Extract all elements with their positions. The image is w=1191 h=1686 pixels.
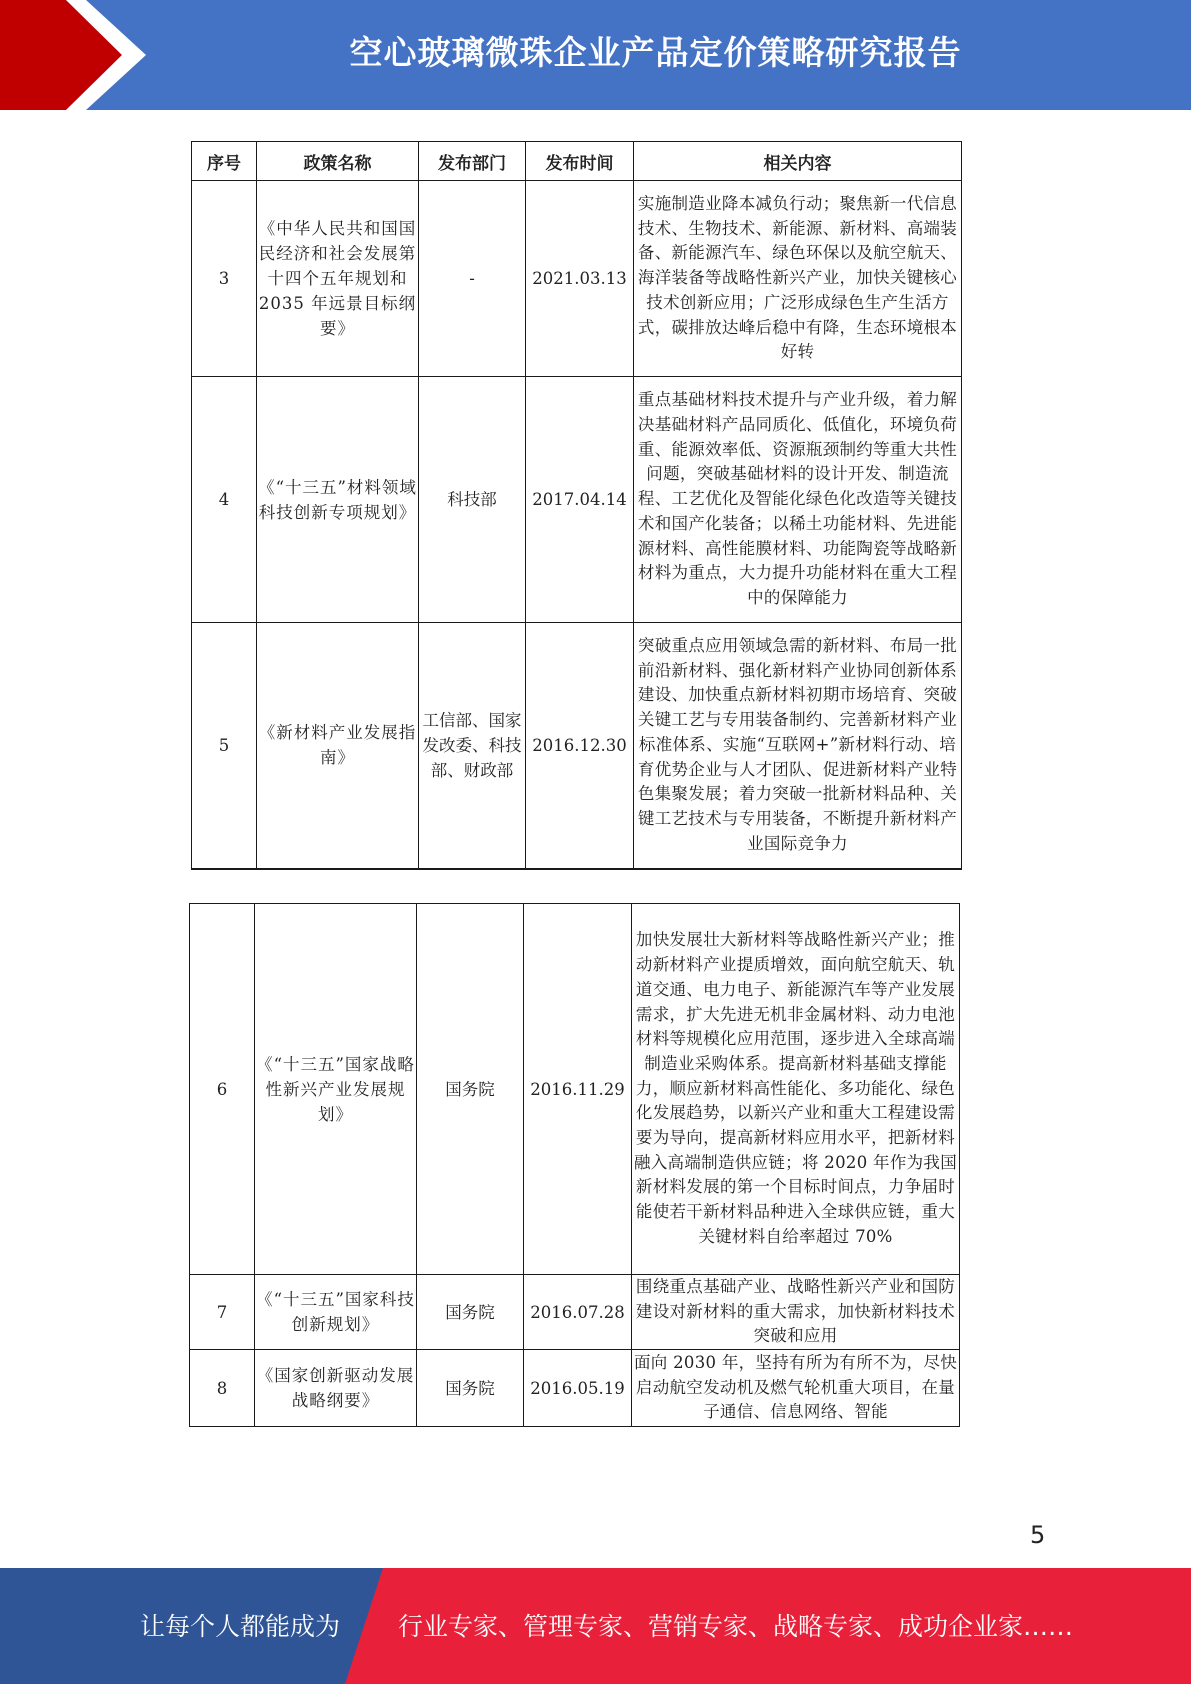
related-content: 重点基础材料技术提升与产业升级，着力解决基础材料产品同质化、低值化，环境负荷重、能源效率低、资源瓶颈制约等重大共性问题，突破基础材料的设计开发、制造流程、工艺优化及智能化绿色化改造等关键技术和国产化装备；以稀土功能材料、先进能源材料、高性能膜材料、功能陶瓷等战略新材料为重点，大力提升功能材料在重大工程中的保障能力: [634, 377, 962, 623]
policy-name: 《“十三五”国家战略性新兴产业发展规划》: [255, 904, 417, 1275]
department: 国务院: [417, 904, 524, 1275]
department: -: [419, 181, 526, 377]
policy-table-part-1: [191, 141, 962, 870]
table-row: [190, 1350, 960, 1427]
footer-banner: [0, 1568, 1191, 1684]
table-row: [192, 377, 962, 623]
policy-name: 《中华人民共和国国民经济和社会发展第十四个五年规划和 2035 年远景目标纲要》: [257, 181, 419, 377]
header-content: 相关内容: [634, 142, 962, 181]
table-row: [190, 904, 960, 1275]
row-no: 6: [190, 904, 255, 1275]
release-date: 2016.12.30: [526, 623, 634, 869]
header-policy-name: 政策名称: [257, 142, 419, 181]
page-number: 5: [1030, 1521, 1046, 1549]
table-row: [192, 623, 962, 869]
policy-name: 《“十三五”国家科技创新规划》: [255, 1275, 417, 1350]
table-row: [190, 1275, 960, 1350]
related-content: 突破重点应用领域急需的新材料、布局一批前沿新材料、强化新材料产业协同创新体系建设、加快重点新材料初期市场培育、突破关键工艺与专用装备制约、完善新材料产业标准体系、实施“互联网+”新材料行动、培育优势企业与人才团队、促进新材料产业特色集聚发展；着力突破一批新材料品种、关键工艺技术与专用装备，不断提升新材料产业国际竞争力: [634, 623, 962, 869]
related-content: 加快发展壮大新材料等战略性新兴产业；推动新材料产业提质增效，面向航空航天、轨道交通、电力电子、新能源汽车等产业发展需求，扩大先进无机非金属材料、动力电池材料等规模化应用范围，逐步进入全球高端制造业采购体系。提高新材料基础支撑能力，顺应新材料高性能化、多功能化、绿色化发展趋势，以新兴产业和重大工程建设需要为导向，提高新材料应用水平，把新材料融入高端制造供应链；将 2020 年作为我国新材料发展的第一个目标时间点，力争届时能使若干新材料品种进入全球供应链，重大关键材料自给率超过 70%: [632, 904, 960, 1275]
department: 工信部、国家发改委、科技部、财政部: [419, 623, 526, 869]
policy-name: 《“十三五”材料领域科技创新专项规划》: [257, 377, 419, 623]
row-no: 5: [192, 623, 257, 869]
header-no: 序号: [192, 142, 257, 181]
policy-table-part-2: [189, 903, 960, 1427]
department: 科技部: [419, 377, 526, 623]
release-date: 2016.11.29: [524, 904, 632, 1275]
row-no: 4: [192, 377, 257, 623]
table-header-row: [192, 142, 962, 181]
department: 国务院: [417, 1350, 524, 1427]
footer-slogan-left: 让每个人都能成为: [140, 1612, 341, 1641]
table-row: [192, 181, 962, 377]
header-date: 发布时间: [526, 142, 634, 181]
release-date: 2016.07.28: [524, 1275, 632, 1350]
related-content: 面向 2030 年，坚持有所为有所不为，尽快启动航空发动机及燃气轮机重大项目，在量子通信、信息网络、智能: [632, 1350, 960, 1427]
department: 国务院: [417, 1275, 524, 1350]
red-arrow-banner-icon: [0, 0, 160, 110]
release-date: 2016.05.19: [524, 1350, 632, 1427]
policy-name: 《国家创新驱动发展战略纲要》: [255, 1350, 417, 1427]
release-date: 2021.03.13: [526, 181, 634, 377]
release-date: 2017.04.14: [526, 377, 634, 623]
row-no: 8: [190, 1350, 255, 1427]
report-header: [0, 0, 1191, 110]
footer-slogan-right: 行业专家、管理专家、营销专家、战略专家、成功企业家……: [398, 1612, 1074, 1641]
related-content: 围绕重点基础产业、战略性新兴产业和国防建设对新材料的重大需求，加快新材料技术突破和应用: [632, 1275, 960, 1350]
row-no: 7: [190, 1275, 255, 1350]
header-department: 发布部门: [419, 142, 526, 181]
policy-name: 《新材料产业发展指南》: [257, 623, 419, 869]
report-title: 空心玻璃微珠企业产品定价策略研究报告: [349, 33, 962, 72]
related-content: 实施制造业降本减负行动；聚焦新一代信息技术、生物技术、新能源、新材料、高端装备、新能源汽车、绿色环保以及航空航天、海洋装备等战略性新兴产业，加快关键核心技术创新应用；广泛形成绿色生产生活方式，碳排放达峰后稳中有降，生态环境根本好转: [634, 181, 962, 377]
row-no: 3: [192, 181, 257, 377]
